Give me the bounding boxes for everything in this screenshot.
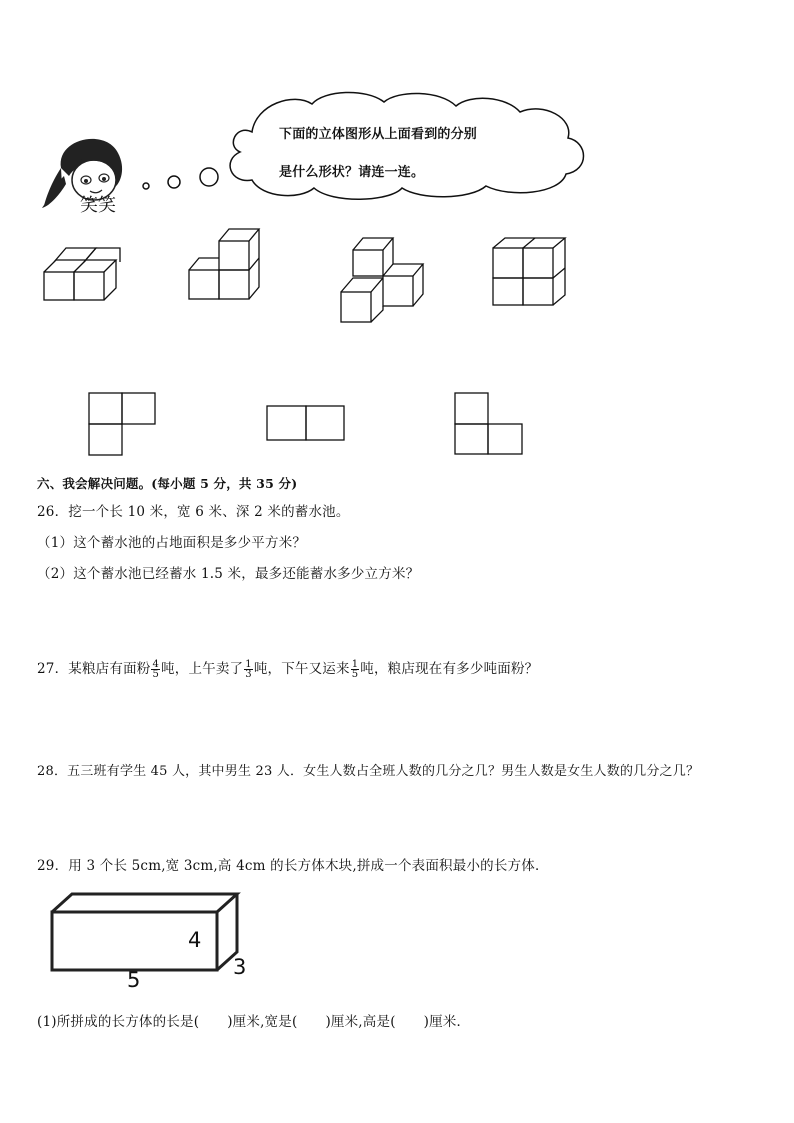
- fraction-denominator: 3: [245, 669, 252, 680]
- cuboid-label-width: 3: [233, 955, 247, 979]
- q29-part1: [37, 1010, 470, 1030]
- q29-part1-a: (1)所拼成的长方体的长是(: [37, 1014, 200, 1030]
- q29-part1-c: )厘米,高是(: [325, 1014, 396, 1030]
- character-name: 笑笑: [80, 195, 116, 216]
- cuboid-label-height: 4: [188, 928, 202, 952]
- q26-part1: （1）这个蓄水池的占地面积是多少平方米？: [37, 535, 307, 551]
- cuboid-label-length: 5: [127, 968, 141, 992]
- fraction-denominator: 5: [152, 669, 160, 680]
- fraction-numerator: 1: [245, 659, 252, 670]
- fraction-numerator: 1: [351, 659, 359, 670]
- bubble-line-2: 是什么形状？请连一连。: [279, 165, 425, 180]
- q29-stem: 29．用 3 个长 5cm,宽 3cm,高 4cm 的长方体木块,拼成一个表面积最小的长方体．: [37, 858, 549, 874]
- q27-t3: 吨，下午又运来: [253, 661, 350, 677]
- fraction-denominator: 5: [351, 669, 359, 680]
- q27-t4: 吨，粮店现在有多少吨面粉？: [360, 661, 539, 677]
- section-heading: 六、我会解决问题。(每小题 5 分，共 35 分): [37, 476, 298, 491]
- q27-t2: 吨，上午卖了: [161, 661, 244, 677]
- q27-t1: 27．某粮店有面粉: [37, 661, 151, 677]
- fraction-numerator: 4: [152, 659, 160, 670]
- q29-part1-d: )厘米．: [423, 1014, 471, 1030]
- q26-stem: 26．挖一个长 10 米，宽 6 米、深 2 米的蓄水池。: [37, 504, 350, 520]
- q29-part1-b: )厘米,宽是(: [227, 1014, 298, 1030]
- q26-part2: （2）这个蓄水池已经蓄水 1.5 米，最多还能蓄水多少立方米？: [37, 566, 420, 582]
- q28-text: 28．五三班有学生 45 人，其中男生 23 人．女生人数占全班人数的几分之几？男生人数是女生人数的几分之几？: [37, 764, 700, 779]
- bubble-line-1: 下面的立体图形从上面看到的分别: [279, 127, 478, 142]
